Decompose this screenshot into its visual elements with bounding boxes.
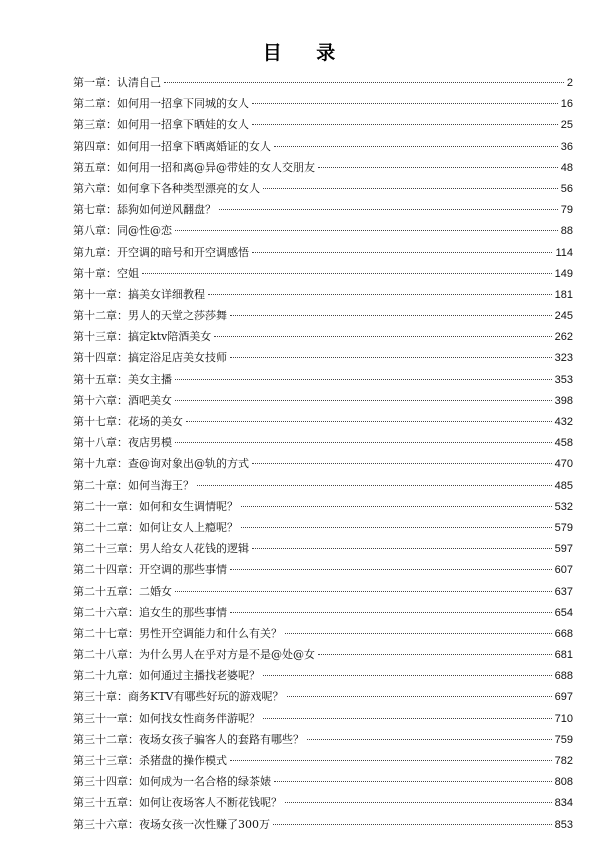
dot-leader xyxy=(274,781,552,782)
toc-entry[interactable] xyxy=(73,432,573,453)
toc-entry-page-number: 458 xyxy=(554,437,573,450)
toc-entry[interactable] xyxy=(73,326,573,347)
toc-entry-label: 第十九章：查@询对象出@轨的方式 xyxy=(73,457,249,471)
toc-entry[interactable] xyxy=(73,814,573,835)
toc-entry-label: 第二十二章：如何让女人上瘾呢？ xyxy=(73,520,238,534)
dot-leader xyxy=(285,633,552,634)
toc-entry-page-number: 262 xyxy=(554,331,573,344)
dot-leader xyxy=(142,273,552,274)
toc-entry-label: 第三十四章：如何成为一名合格的绿茶婊 xyxy=(73,775,271,789)
dot-leader xyxy=(307,739,552,740)
toc-entry[interactable] xyxy=(73,242,573,263)
dot-leader xyxy=(263,675,552,676)
toc-entry-page-number: 88 xyxy=(560,225,573,238)
toc-entry[interactable] xyxy=(73,347,573,368)
dot-leader xyxy=(241,527,552,528)
toc-entry[interactable] xyxy=(73,305,573,326)
toc-entry-label: 第三十三章：杀猪盘的操作模式 xyxy=(73,754,227,767)
toc-entry-label: 第三十一章：如何找女性商务伴游呢？ xyxy=(73,711,260,725)
toc-entry-label: 第七章：舔狗如何逆风翻盘？ xyxy=(73,203,216,217)
toc-entry-label: 第十章：空姐 xyxy=(73,266,139,280)
toc-entry-label: 第十二章：男人的天堂之莎莎舞 xyxy=(73,309,227,323)
dot-leader xyxy=(175,379,552,380)
dot-leader xyxy=(252,252,552,253)
dot-leader xyxy=(263,188,558,189)
toc-entry-page-number: 48 xyxy=(560,161,573,174)
toc-entry-page-number: 579 xyxy=(554,521,573,534)
toc-entry-label: 第十七章：花场的美女 xyxy=(73,415,183,428)
toc-entry[interactable] xyxy=(73,771,573,792)
toc-title: 目 录 xyxy=(262,42,350,64)
toc-entry[interactable] xyxy=(73,284,573,305)
dot-leader xyxy=(230,315,552,316)
toc-entry-page-number: 853 xyxy=(554,818,573,831)
toc-entry[interactable] xyxy=(73,390,573,411)
toc-entry-page-number: 470 xyxy=(554,458,573,471)
toc-entry[interactable] xyxy=(73,729,573,750)
toc-entry-page-number: 710 xyxy=(554,712,573,725)
toc-entry[interactable] xyxy=(73,72,573,93)
toc-entry-label: 第二十八章：为什么男人在乎对方是不是@处@女 xyxy=(73,648,315,662)
dot-leader xyxy=(164,82,564,83)
toc-entry-label: 第二十三章：男人给女人花钱的逻辑 xyxy=(73,542,249,556)
toc-entry-label: 第十三章：搞定ktv陪酒美女 xyxy=(73,330,212,344)
toc-entry[interactable] xyxy=(73,136,573,157)
toc-entry[interactable] xyxy=(73,581,573,602)
dot-leader xyxy=(318,167,558,168)
toc-entry[interactable] xyxy=(73,263,573,284)
dot-leader xyxy=(175,400,552,401)
toc-entry-label: 第十四章：搞定浴足店美女技师 xyxy=(73,351,227,365)
toc-entry-label: 第三十六章：夜场女孩一次性赚了300万 xyxy=(73,817,270,831)
toc-entry-page-number: 688 xyxy=(554,670,573,683)
toc-entry-label: 第四章：如何用一招拿下晒离婚证的女人 xyxy=(73,139,271,153)
toc-entry-page-number: 759 xyxy=(554,733,573,746)
toc-entry[interactable] xyxy=(73,644,573,665)
dot-leader xyxy=(252,548,552,549)
dot-leader xyxy=(252,463,552,464)
dot-leader xyxy=(186,421,552,422)
toc-entry-label: 第二十九章：如何通过主播找老婆呢？ xyxy=(73,669,260,683)
toc-entry-label: 第一章：认清自己 xyxy=(73,76,161,89)
dot-leader xyxy=(214,336,551,337)
toc-entry-page-number: 808 xyxy=(554,776,573,789)
dot-leader xyxy=(175,591,552,592)
dot-leader xyxy=(318,654,552,655)
toc-entry-page-number: 16 xyxy=(560,98,573,111)
toc-entry-page-number: 114 xyxy=(555,246,573,259)
toc-entry-label: 第十八章：夜店男模 xyxy=(73,436,172,450)
dot-leader xyxy=(219,209,558,210)
toc-entry[interactable] xyxy=(73,475,573,496)
toc-entry-page-number: 637 xyxy=(554,585,573,598)
toc-entry[interactable] xyxy=(73,602,573,623)
toc-entry[interactable] xyxy=(73,178,573,199)
toc-entry-label: 第三章：如何用一招拿下晒娃的女人 xyxy=(73,118,249,132)
toc-entry[interactable] xyxy=(73,517,573,538)
toc-entry-label: 第二十章：如何当海王？ xyxy=(73,478,194,492)
toc-entry-label: 第十一章：搞美女详细教程 xyxy=(73,287,205,301)
toc-entry-page-number: 149 xyxy=(554,267,573,280)
dot-leader xyxy=(263,718,552,719)
toc-entry-label: 第十六章：酒吧美女 xyxy=(73,393,172,407)
dot-leader xyxy=(230,760,552,761)
toc-entry-page-number: 79 xyxy=(560,204,573,217)
toc-entry[interactable] xyxy=(73,559,573,580)
toc-entry-page-number: 245 xyxy=(554,310,573,323)
toc-entry-label: 第二十五章：二婚女 xyxy=(73,584,172,598)
toc-entry-page-number: 432 xyxy=(554,416,573,428)
toc-entry-page-number: 2 xyxy=(566,77,573,89)
toc-entry-page-number: 323 xyxy=(554,352,573,365)
toc-entry-label: 第三十二章：夜场女孩子骗客人的套路有哪些？ xyxy=(73,732,304,746)
toc-entry-label: 第八章：同@性@恋 xyxy=(73,224,172,238)
toc-entry[interactable] xyxy=(73,199,573,220)
dot-leader xyxy=(175,442,552,443)
dot-leader xyxy=(230,569,552,570)
toc-entry[interactable] xyxy=(73,93,573,114)
toc-entry[interactable] xyxy=(73,220,573,241)
toc-entry-page-number: 834 xyxy=(554,797,573,810)
toc-entry-label: 第三十章：商务KTV有哪些好玩的游戏呢？ xyxy=(73,690,284,704)
toc-entry-label: 第二十四章：开空调的那些事情 xyxy=(73,563,227,577)
toc-entry-page-number: 607 xyxy=(554,564,573,577)
toc-entry-page-number: 681 xyxy=(554,649,573,662)
toc-entry-label: 第五章：如何用一招和离@异@带娃的女人交朋友 xyxy=(73,160,315,174)
dot-leader xyxy=(285,802,552,803)
toc-entry[interactable] xyxy=(73,750,573,771)
toc-entry-label: 第二十一章：如何和女生调情呢？ xyxy=(73,499,238,513)
toc-entry-label: 第十五章：美女主播 xyxy=(73,372,172,386)
toc-entry-label: 第六章：如何拿下各种类型漂亮的女人 xyxy=(73,181,260,195)
table-of-contents xyxy=(73,72,573,835)
toc-entry-page-number: 668 xyxy=(554,627,573,640)
toc-entry-page-number: 36 xyxy=(560,140,573,153)
toc-entry-page-number: 56 xyxy=(560,182,573,195)
dot-leader xyxy=(273,824,552,825)
dot-leader xyxy=(274,146,558,147)
dot-leader xyxy=(230,612,552,613)
toc-entry[interactable] xyxy=(73,623,573,644)
dot-leader xyxy=(208,294,552,295)
toc-entry-page-number: 353 xyxy=(554,373,573,386)
toc-entry-label: 第二十六章：追女生的那些事情 xyxy=(73,605,227,619)
toc-entry[interactable] xyxy=(73,665,573,686)
toc-entry[interactable] xyxy=(73,157,573,178)
toc-entry-label: 第三十五章：如何让夜场客人不断花钱呢？ xyxy=(73,796,282,810)
toc-entry-page-number: 654 xyxy=(554,606,573,619)
toc-entry[interactable] xyxy=(73,708,573,729)
toc-entry-label: 第九章：开空调的暗号和开空调感悟 xyxy=(73,245,249,259)
toc-entry[interactable] xyxy=(73,411,573,432)
dot-leader xyxy=(197,485,552,486)
toc-entry[interactable] xyxy=(73,496,573,517)
toc-entry[interactable] xyxy=(73,792,573,813)
toc-entry-page-number: 532 xyxy=(554,500,573,513)
toc-entry-label: 第二十七章：男性开空调能力和什么有关？ xyxy=(73,626,282,640)
toc-entry-page-number: 782 xyxy=(554,755,573,767)
dot-leader xyxy=(252,124,558,125)
toc-entry-page-number: 398 xyxy=(554,394,573,407)
toc-entry-page-number: 181 xyxy=(554,288,573,301)
toc-entry[interactable] xyxy=(73,686,573,707)
toc-entry[interactable] xyxy=(73,453,573,474)
dot-leader xyxy=(175,230,558,231)
toc-entry[interactable] xyxy=(73,369,573,390)
toc-entry[interactable] xyxy=(73,114,573,135)
dot-leader xyxy=(241,506,552,507)
toc-entry-label: 第二章：如何用一招拿下同城的女人 xyxy=(73,97,249,111)
toc-entry-page-number: 697 xyxy=(554,691,573,704)
toc-entry-page-number: 25 xyxy=(560,119,573,132)
dot-leader xyxy=(252,103,558,104)
toc-entry[interactable] xyxy=(73,538,573,559)
toc-entry-page-number: 485 xyxy=(554,479,573,492)
dot-leader xyxy=(287,696,552,697)
toc-entry-page-number: 597 xyxy=(554,543,573,556)
dot-leader xyxy=(230,357,552,358)
